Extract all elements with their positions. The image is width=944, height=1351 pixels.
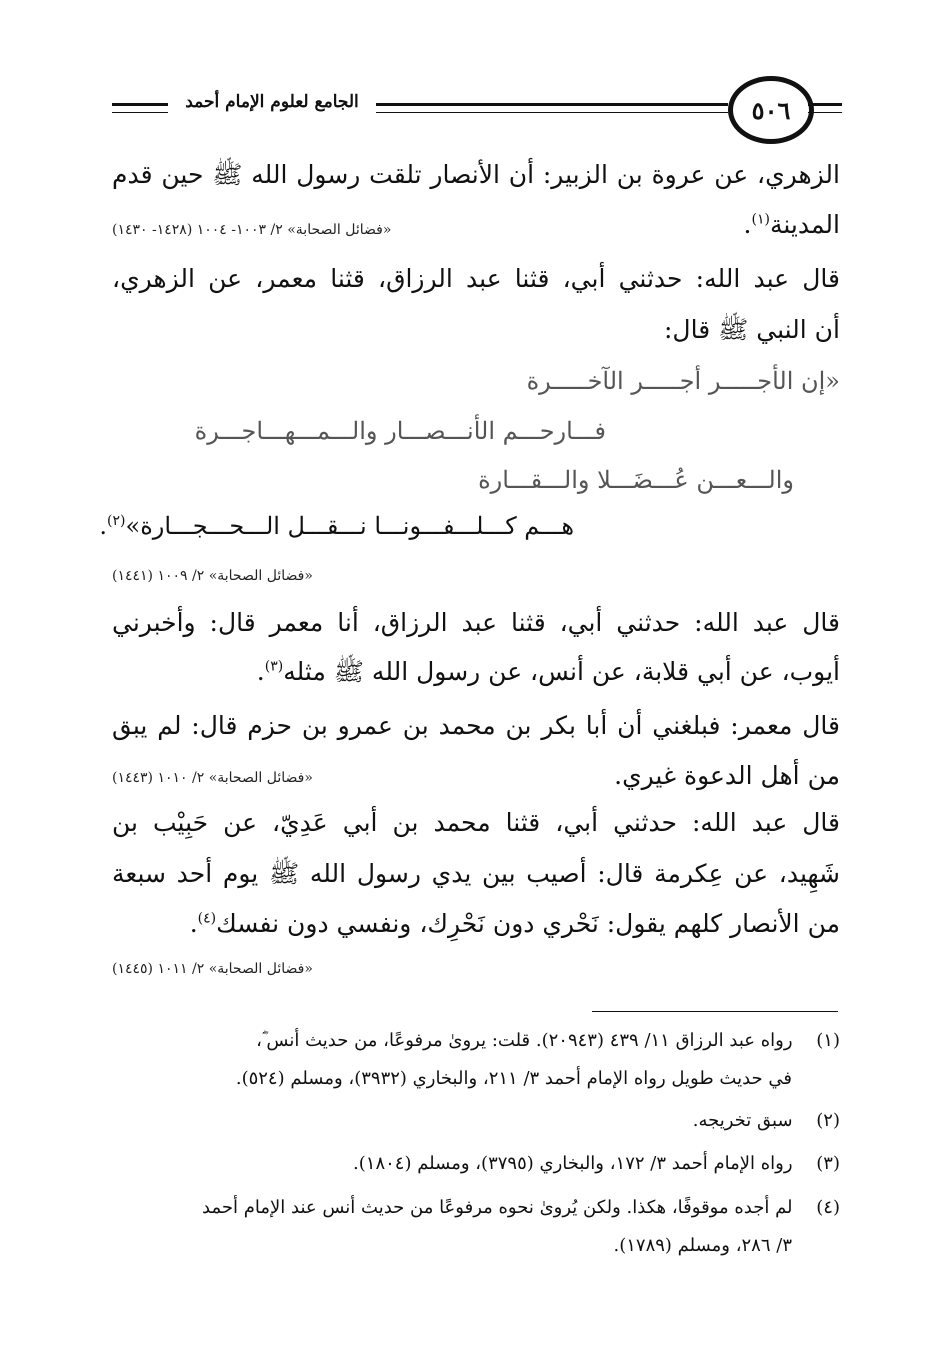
footnote-1-line-1 — [256, 1030, 840, 1051]
footnote-2 — [693, 1110, 840, 1131]
body-line-10: شَهِيد، عن عِكرمة قال: أصيب بين يدي رسول الله ﷺ يوم أحد سبعة — [112, 859, 840, 888]
reference-1: «فضائل الصحابة» ٢/ ١٠٠٣- ١٠٠٤ (١٤٢٨- ١٤٣٠) — [112, 222, 392, 238]
footnote-1-line-2: في حديث طويل رواه الإمام أحمد ٣/ ٢١١، والبخاري (٣٩٣٢)، ومسلم (٥٢٤). — [235, 1068, 792, 1089]
footnote-marker-3: (٣) — [264, 658, 284, 675]
page-number: ٥٠٦ — [751, 95, 791, 125]
body-line-7: قال معمر: فبلغني أن أبا بكر بن محمد بن عمرو بن حزم قال: لم يبق — [112, 711, 840, 740]
footnote-4-text-a: لم أجده موقوفًا، هكذا. ولكن يُروىٰ نحوه مرفوعًا من حديث أنس عند الإمام أحمد — [202, 1197, 793, 1218]
page-number-badge — [728, 76, 814, 144]
footnote-marker-2: (٢) — [107, 513, 126, 529]
body-line-2: المدينة$^{(١)}$. — [743, 210, 840, 239]
footnote-marker-4: (٤) — [197, 910, 217, 927]
body-line-9: قال عبد الله: حدثني أبي، قثنا محمد بن أبي عَدِيّ، عن حَبِيْب بن — [112, 808, 840, 837]
poem-verse-4: هـــم كـــلـــفـــونـــا نـــقـــل الـــحـــجـــارة»$^{(٢)}$. — [99, 512, 574, 540]
running-title: الجامع لعلوم الإمام أحمد — [185, 92, 359, 112]
header-rule-middle — [376, 103, 728, 113]
body-line-3: قال عبد الله: حدثني أبي، قثنا عبد الرزاق، قثنا معمر، عن الزهري، — [112, 264, 840, 293]
body-line-6: أيوب، عن أبي قلابة، عن أنس، عن رسول الله ﷺ مثله$^{(٣)}$. — [256, 657, 840, 686]
reference-3: «فضائل الصحابة» ٢/ ١٠١٠ (١٤٤٣) — [112, 770, 313, 786]
footnote-3-text: رواه الإمام أحمد ٣/ ١٧٢، والبخاري (٣٧٩٥)، ومسلم (١٨٠٤). — [353, 1153, 793, 1174]
body-line-6-text: أيوب، عن أبي قلابة، عن أنس، عن رسول الله ﷺ مثله — [283, 657, 840, 686]
footnote-marker-1: (١) — [751, 211, 770, 228]
footnote-1-text-a: رواه عبد الرزاق ١١/ ٤٣٩ (٢٠٩٤٣). قلت: يروىٰ مرفوعًا، من حديث أنس ؓ، — [256, 1030, 793, 1051]
poem-verse-4-text: هـــم كـــلـــفـــونـــا نـــقـــل الـــحـــجـــارة» — [125, 512, 574, 540]
footnote-4-line-2: ٣/ ٢٨٦، ومسلم (١٧٨٩). — [613, 1235, 792, 1256]
body-line-8: من أهل الدعوة غيري. — [614, 761, 840, 790]
body-line-4: أن النبي ﷺ قال: — [664, 315, 840, 344]
body-line-5: قال عبد الله: حدثني أبي، قثنا عبد الرزاق، أنا معمر قال: وأخبرني — [112, 608, 840, 637]
footnote-3 — [353, 1153, 840, 1174]
poem-verse-2: فـــارحـــم الأنـــصـــار والـــمـــهـــاجـــرة — [194, 417, 606, 445]
footnote-separator — [592, 1011, 838, 1012]
footnote-4-line-1 — [202, 1197, 840, 1218]
footnote-2-number: (٢) — [816, 1110, 840, 1131]
body-line-11: من الأنصار كلهم يقول: نَحْري دون نَحْرِك، ونفسي دون نفسك$^{(٤)}$. — [189, 909, 840, 938]
body-line-2-text: المدينة — [769, 210, 840, 239]
reference-4: «فضائل الصحابة» ٢/ ١٠١١ (١٤٤٥) — [112, 961, 313, 977]
footnote-2-text: سبق تخريجه. — [692, 1110, 793, 1131]
reference-2: «فضائل الصحابة» ٢/ ١٠٠٩ (١٤٤١) — [112, 568, 313, 584]
poem-verse-3: والـــعـــن عُـــضَـــلا والـــقـــارة — [478, 466, 794, 494]
footnote-4-number: (٤) — [816, 1197, 840, 1218]
header-rule-left — [112, 103, 168, 113]
body-line-1: الزهري، عن عروة بن الزبير: أن الأنصار تلقت رسول الله ﷺ حين قدم — [112, 160, 840, 189]
footnote-1-number: (١) — [816, 1030, 840, 1051]
poem-verse-1: «إن الأجـــــر أجـــــر الآخـــــرة — [526, 367, 840, 395]
body-line-11-text: من الأنصار كلهم يقول: نَحْري دون نَحْرِك، ونفسي دون نفسك — [216, 909, 840, 938]
footnote-3-number: (٣) — [816, 1153, 840, 1174]
